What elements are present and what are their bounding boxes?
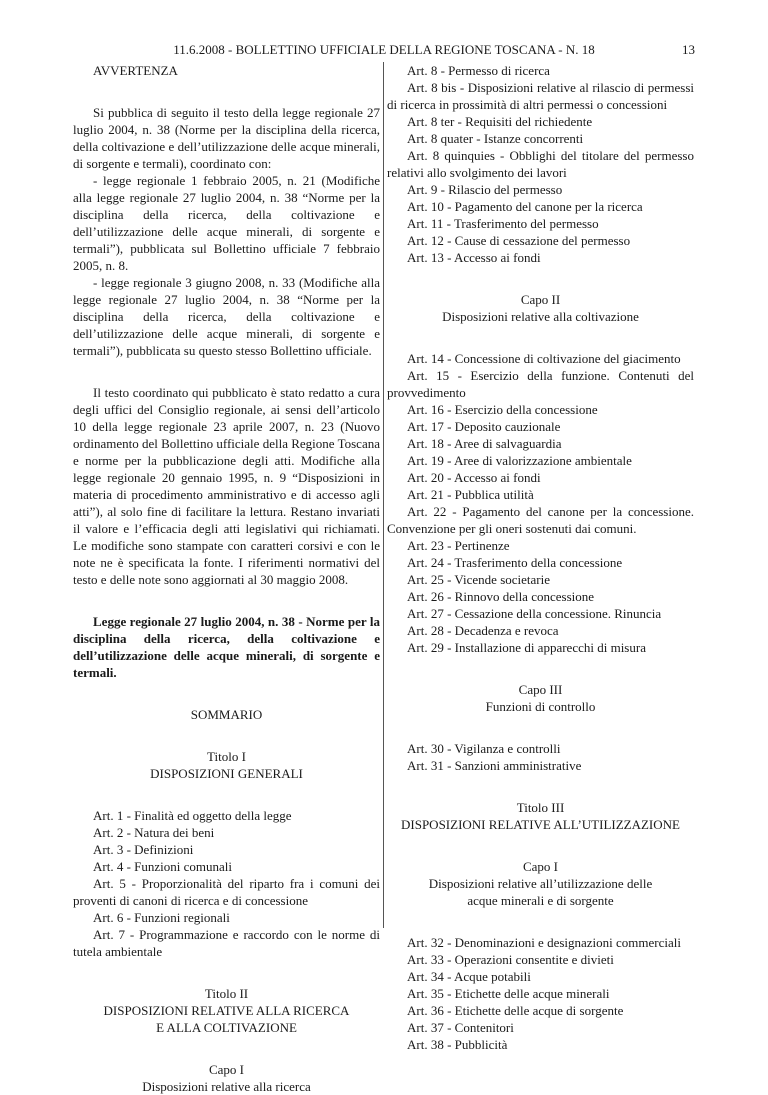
toc-article: Art. 19 - Aree di valorizzazione ambientale (407, 453, 632, 468)
toc-article: Art. 8 - Permesso di ricerca (407, 63, 550, 78)
toc-article: Art. 23 - Pertinenze (407, 538, 510, 553)
toc-article: Art. 14 - Concessione di coltivazione del giacimento (407, 351, 681, 366)
toc-article: Art. 31 - Sanzioni amministrative (407, 758, 582, 773)
toc-article: Art. 8 ter - Requisiti del richiedente (407, 114, 593, 129)
toc-article: Art. 7 - Programmazione e raccordo con le norme di tutela ambientale (73, 927, 380, 959)
toc-article: Art. 25 - Vicende societarie (407, 572, 551, 587)
toc-article: Art. 17 - Deposito cauzionale (407, 419, 561, 434)
titolo-2-name-line1: DISPOSIZIONI RELATIVE ALLA RICERCA (103, 1003, 350, 1018)
header-title: 11.6.2008 - BOLLETTINO UFFICIALE DELLA REGIONE TOSCANA - N. 18 (173, 42, 595, 57)
page-number: 13 (682, 42, 695, 57)
capo-2-label: Capo II (520, 292, 561, 307)
toc-article: Art. 16 - Esercizio della concessione (407, 402, 598, 417)
right-column (387, 62, 694, 1053)
toc-article: Art. 27 - Cessazione della concessione. Rinuncia (407, 606, 662, 621)
toc-article: Art. 35 - Etichette delle acque minerali (407, 986, 610, 1001)
capo-1b-label: Capo I (522, 859, 559, 874)
toc-article: Art. 30 - Vigilanza e controlli (407, 741, 561, 756)
capo-3-name: Funzioni di controllo (485, 699, 596, 714)
titolo-3-label: Titolo III (516, 800, 565, 815)
sommario-heading: SOMMARIO (190, 707, 263, 722)
amendment-1: - legge regionale 1 febbraio 2005, n. 21 (Modifiche alla legge regionale 27 luglio 2004, n. 38 “Norme per la disciplina della ricerca, della coltivazione e dell’utilizzazione delle acque minerali, di sorgente e termali”), pubblicata sul Bollettino ufficiale 7 febbraio 2005, n. 8. (73, 173, 380, 273)
capo-1-name: Disposizioni relative alla ricerca (142, 1079, 311, 1094)
toc-article: Art. 13 - Accesso ai fondi (407, 250, 541, 265)
column-divider (383, 62, 384, 928)
toc-article: Art. 34 - Acque potabili (407, 969, 531, 984)
toc-article: Art. 36 - Etichette delle acque di sorgente (407, 1003, 624, 1018)
intro-paragraph: Si pubblica di seguito il testo della legge regionale 27 luglio 2004, n. 38 (Norme per la disciplina della ricerca, della coltivazione e dell’utilizzazione delle acque minerali, di sorgente e termali), coordinato con: (73, 105, 380, 171)
toc-article: Art. 24 - Trasferimento della concessione (407, 555, 623, 570)
capo-1-label: Capo I (208, 1062, 245, 1077)
avvertenza-heading: AVVERTENZA (93, 63, 178, 78)
toc-article: Art. 38 - Pubblicità (407, 1037, 508, 1052)
page-header (0, 42, 768, 62)
titolo-1-name: DISPOSIZIONI GENERALI (150, 766, 303, 781)
toc-article: Art. 8 quinquies - Obblighi del titolare del permesso relativi allo svolgimento dei lavori (387, 148, 694, 180)
toc-article: Art. 8 bis - Disposizioni relative al rilascio di permessi di ricerca in prossimità di altri permessi o concessioni (387, 80, 694, 112)
toc-article: Art. 29 - Installazione di apparecchi di misura (407, 640, 646, 655)
capo-2-name: Disposizioni relative alla coltivazione (442, 309, 639, 324)
toc-article: Art. 5 - Proporzionalità del riparto fra i comuni dei proventi di canoni di ricerca e di concessione (73, 876, 380, 908)
toc-article: Art. 28 - Decadenza e revoca (407, 623, 559, 638)
toc-article: Art. 32 - Denominazioni e designazioni commerciali (407, 935, 681, 950)
titolo-2-name-line2: E ALLA COLTIVAZIONE (156, 1020, 297, 1035)
titolo-2-label: Titolo II (204, 986, 249, 1001)
amendment-2: - legge regionale 3 giugno 2008, n. 33 (Modifiche alla legge regionale 27 luglio 2004, n. 38 “Norme per la disciplina della ricerca, della coltivazione e dell’utilizzazione delle acque minerali, di sorgente e termali”), pubblicata su questo stesso Bollettino ufficiale. (73, 275, 380, 358)
left-column (73, 62, 380, 1095)
toc-article: Art. 22 - Pagamento del canone per la concessione. Convenzione per gli oneri sostenuti dai comuni. (387, 504, 694, 536)
toc-article: Art. 10 - Pagamento del canone per la ricerca (407, 199, 643, 214)
toc-article: Art. 26 - Rinnovo della concessione (407, 589, 595, 604)
toc-article: Art. 12 - Cause di cessazione del permesso (407, 233, 631, 248)
toc-article: Art. 21 - Pubblica utilità (407, 487, 534, 502)
toc-article: Art. 8 quater - Istanze concorrenti (407, 131, 584, 146)
toc-article: Art. 2 - Natura dei beni (93, 825, 215, 840)
toc-article: Art. 11 - Trasferimento del permesso (407, 216, 599, 231)
toc-article: Art. 20 - Accesso ai fondi (407, 470, 541, 485)
toc-article: Art. 6 - Funzioni regionali (93, 910, 230, 925)
toc-article: Art. 18 - Aree di salvaguardia (407, 436, 562, 451)
toc-article: Art. 3 - Definizioni (93, 842, 194, 857)
toc-article: Art. 15 - Esercizio della funzione. Contenuti del provvedimento (387, 368, 694, 400)
titolo-3-name: DISPOSIZIONI RELATIVE ALL’UTILIZZAZIONE (401, 817, 680, 832)
capo-3-label: Capo III (518, 682, 563, 697)
toc-article: Art. 9 - Rilascio del permesso (407, 182, 563, 197)
toc-article: Art. 37 - Contenitori (407, 1020, 514, 1035)
law-title: Legge regionale 27 luglio 2004, n. 38 - Norme per la disciplina della ricerca, della coltivazione e dell’utilizzazione delle acque minerali, di sorgente e termali. (73, 614, 380, 680)
capo-1b-name-line1: Disposizioni relative all’utilizzazione delle (428, 876, 653, 891)
toc-article: Art. 4 - Funzioni comunali (93, 859, 233, 874)
toc-article: Art. 1 - Finalità ed oggetto della legge (93, 808, 292, 823)
titolo-1-label: Titolo I (207, 749, 246, 764)
editorial-note: Il testo coordinato qui pubblicato è stato redatto a cura degli uffici del Consiglio regionale, ai sensi dell’articolo 10 della legge regionale 23 aprile 2007, n. 23 (Nuovo ordinamento del Bollettino ufficiale della Regione Toscana e norme per la pubblicazione degli atti. Modifiche alla legge regionale 20 gennaio 1995, n. 9 “Disposizioni in materia di procedimento amministrativo e di accesso agli atti”), al solo fine di facilitare la lettura. Restano invariati il valore e l’efficacia degli atti legislativi qui richiamati. Le modifiche sono stampate con caratteri corsivi e con le note ne è specificata la fonte. I riferimenti normativi del testo e delle note sono aggiornati al 30 maggio 2008. (73, 385, 380, 587)
toc-article: Art. 33 - Operazioni consentite e divieti (407, 952, 614, 967)
capo-1b-name-line2: acque minerali e di sorgente (467, 893, 614, 908)
